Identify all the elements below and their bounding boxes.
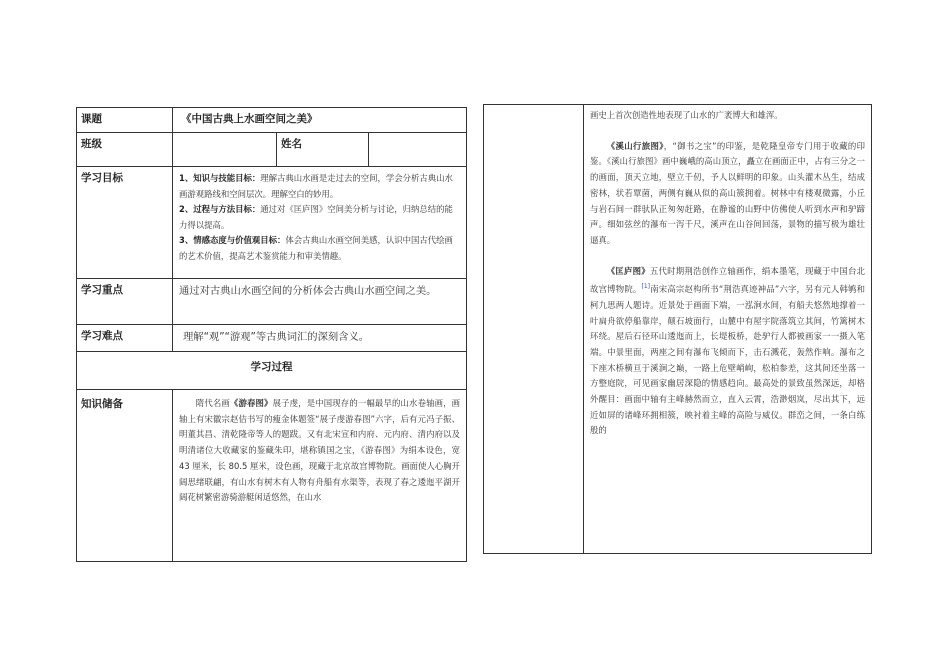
process-row <box>77 352 467 390</box>
name-value[interactable] <box>369 133 467 167</box>
class-row <box>77 133 467 167</box>
topic-row <box>77 108 467 133</box>
continuation-row <box>484 105 872 554</box>
painting-title-kuanglu: 《匡庐图》 <box>606 265 650 276</box>
footnote-link[interactable]: [1] <box>641 283 650 291</box>
key-label: 学习重点 <box>77 279 173 325</box>
paragraph-xishan: 《溪山行旅图》，“御书之宝”的印鉴，是乾隆皇帝专门用于收藏的印鉴。《溪山行旅图》画中巍峨的高山顶立，矗立在画面正中，占有三分之一的画面，顶天立地，壁立千仞，予人以鲜明的印象。山头灌木丛生，结成密林，状若覃菌，两侧有巍从似的高山簇拥着。树林中有楼观微露，小丘与岩石间一群驮队正匆匆赶路，在静谧的山野中仿佛使人听到水声和驴蹄声。细如弦丝的瀑布一泻千尺，溪声在山谷间回荡，景物的描写极为雄壮逼真。 <box>590 140 865 245</box>
class-label: 班级 <box>77 133 173 167</box>
difficulty-text: 理解“观”“游观”等古典词汇的深刻含义。 <box>173 325 467 352</box>
painting-title-xishan: 《溪山行旅图》 <box>606 140 664 151</box>
knowledge-content <box>173 390 467 562</box>
goals-row <box>77 167 467 279</box>
goal-emotion: 3、情感态度与价值观目标：体会古典山水画空间美感，认识中国古代绘画的艺术价值，提高艺术鉴赏能力和审美情趣。 <box>179 235 453 261</box>
goals-content <box>173 167 467 279</box>
knowledge-label: 知识储备 <box>77 390 173 562</box>
goal-knowledge: 1、知识与技能目标：理解古典山水画是走过去的空间，学会分析古典山水画游观路线和空间层次。理解空白的妙用。 <box>179 173 453 199</box>
topic-value: 《中国古典上水画空间之美》 <box>173 108 467 133</box>
intro-line: 画史上首次创造性地表现了山水的广袤博大和雄浑。 <box>590 110 783 120</box>
difficulty-row <box>77 325 467 352</box>
goal-process: 2、过程与方法目标：通过对《匡庐图》空间美分析与讨论，归纳总结的能力得以提高。 <box>179 204 453 230</box>
knowledge-paragraph: 隋代名画《游春图》展子虔，是中国现存的一幅最早的山水卷轴画，画轴上有宋徽宗赵佶书写的瘦金体题签“展子虔游春图”六字，后有元冯子振、明董其昌、清乾隆帝等人的题跋。又有北宋宣和内府、元内府、清内府以及明清诸位大收藏家的鉴藏朱印，堪称镇国之宝，《游春图》为绢本设色，宽 43 厘米，长 80.5 厘米，设色画，现藏于北京故宫博物院。画面使人心胸开阔思绪联翩，有山水有树木有人物有舟船有水渠等，表现了春之逶迤平湖开阔花树繁密游骑游艇闲适悠然，在山水 <box>179 398 461 503</box>
continuation-table <box>483 104 872 554</box>
process-heading: 学习过程 <box>77 352 467 390</box>
topic-label: 课题 <box>77 108 173 133</box>
knowledge-row <box>77 390 467 562</box>
name-label: 姓名 <box>277 133 369 167</box>
key-row <box>77 279 467 325</box>
key-text: 通过对古典山水画空间的分析体会古典山水画空间之美。 <box>173 279 467 325</box>
painting-title-youchuntu: 《游春图》 <box>229 398 273 408</box>
paragraph-kuanglu: 《匡庐图》五代时期荆浩创作立轴画作，绢本墨笔，现藏于中国台北故宫博物院。[1]南宋高宗赵构所书“荆浩真迹神品”六字，另有元人韩鸲和柯九思两人题诗。近景处于画面下端，一泓涧水间，有船夫悠然地撑着一叶扁舟欲停船靠岸，颠石坡面行，山麓中有屋宇院落筑立其间，竹篱树木环绕。屋后石径环山逶迤而上，长堤板桥，赴驴行人都被画家一一摄入笔端。中景里面，两座之间有瀑布飞倾而下，击石溅花，轰然作响。瀑布之下座木桥横亘于溪涧之巅，一路上危壁峭峋，松柏参差，这其间还坐落一方整庭院，可见画家幽居深隐的情感趋向。最高处的景致虽然深远，却格外醒目：画面中轴有主峰赫然而立，直入云霄，浩渺烟岚，尽出其下，远近如屏的诸峰环拥相簇，映衬着主峰的高险与威仪。群峦之间，一条白练般的 <box>590 265 866 436</box>
blank-label-cell <box>484 105 584 554</box>
difficulty-label: 学习难点 <box>77 325 173 352</box>
continuation-content <box>584 105 872 554</box>
goals-label: 学习目标 <box>77 167 173 279</box>
class-value[interactable] <box>173 133 277 167</box>
lesson-plan-table <box>76 107 467 562</box>
